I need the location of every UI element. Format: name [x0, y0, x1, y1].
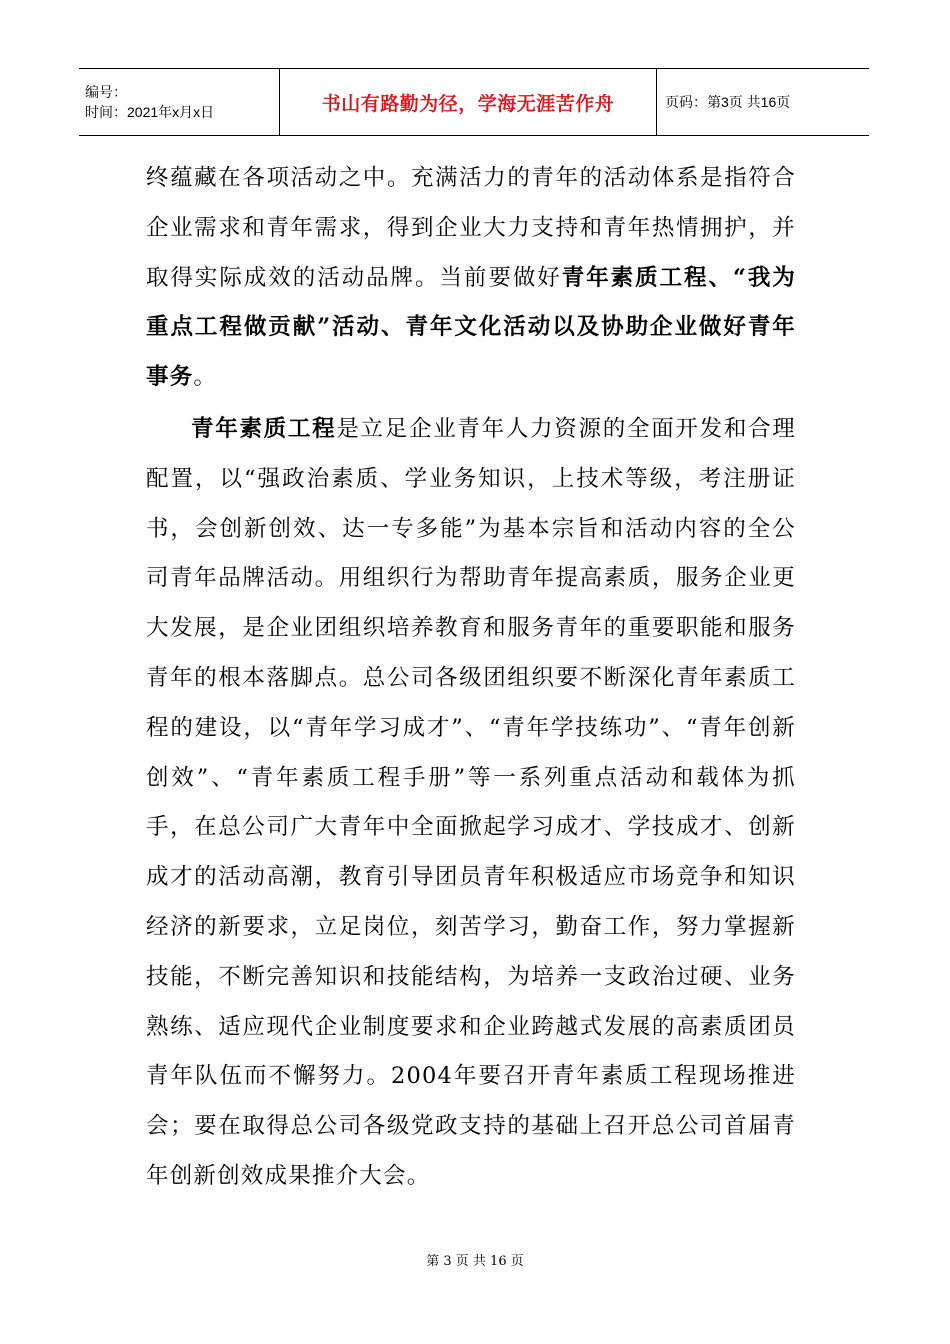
document-date: 时间：2021年x月x日	[85, 104, 215, 120]
paragraph-1-text: 终蕴藏在各项活动之中。充满活力的青年的活动体系是指符合企业需求和青年需求，得到企业大力支持和青年热情拥护，并取得实际成效的活动品牌。当前要做好	[146, 165, 796, 291]
header-page-info	[657, 69, 869, 135]
header-motto-cell	[280, 69, 657, 135]
paragraph-2-text: 是立足企业青年人力资源的全面开发和合理配置，以“强政治素质、学业务知识，上技术等级，考注册证书，会创新创效、达一专多能”为基本宗旨和活动内容的全公司青年品牌活动。用组织行为帮助青年提高素质，服务企业更大发展，是企业团组织培养教育和服务青年的重要职能和服务青年的根本落脚点。总公司各级团组织要不断深化青年素质工程的建设，以“青年学习成才”、“青年学技练功”、“青年创新创效”、“青年素质工程手册”等一系列重点活动和载体为抓手，在总公司广大青年中全面掀起学习成才、学技成才、创新成才的活动高潮，教育引导团员青年积极适应市场竞争和知识经济的新要求，立足岗位，刻苦学习，勤奋工作，努力掌握新技能，不断完善知识和技能结构，为培养一支政治过硬、业务熟练、适应现代企业制度要求和企业跨越式发展的高素质团员青年队伍而不懈努力。2004年要召开青年素质工程现场推进会；要在取得总公司各级党政支持的基础上召开总公司首届青年创新创效成果推介大会。	[146, 415, 796, 1189]
header-meta	[79, 69, 280, 135]
header-motto: 书山有路勤为径，学海无涯苦作舟	[321, 92, 615, 115]
header-page-number: 页码：第3页 共16页	[665, 94, 791, 110]
paragraph-1	[146, 154, 796, 403]
paragraph-2-bold: 青年素质工程	[191, 415, 337, 442]
page-footer: 第 3 页 共 16 页	[426, 1254, 524, 1269]
paragraph-1-end: 。	[193, 364, 218, 391]
paragraph-2	[146, 405, 796, 1202]
paragraph-1-bold: 青年素质工程、“我为重点工程做贡献”活动、青年文化活动以及协助企业做好青年事务	[146, 264, 796, 391]
page-header	[79, 68, 869, 136]
document-number-label: 编号：	[85, 84, 127, 100]
document-body	[146, 154, 796, 1202]
